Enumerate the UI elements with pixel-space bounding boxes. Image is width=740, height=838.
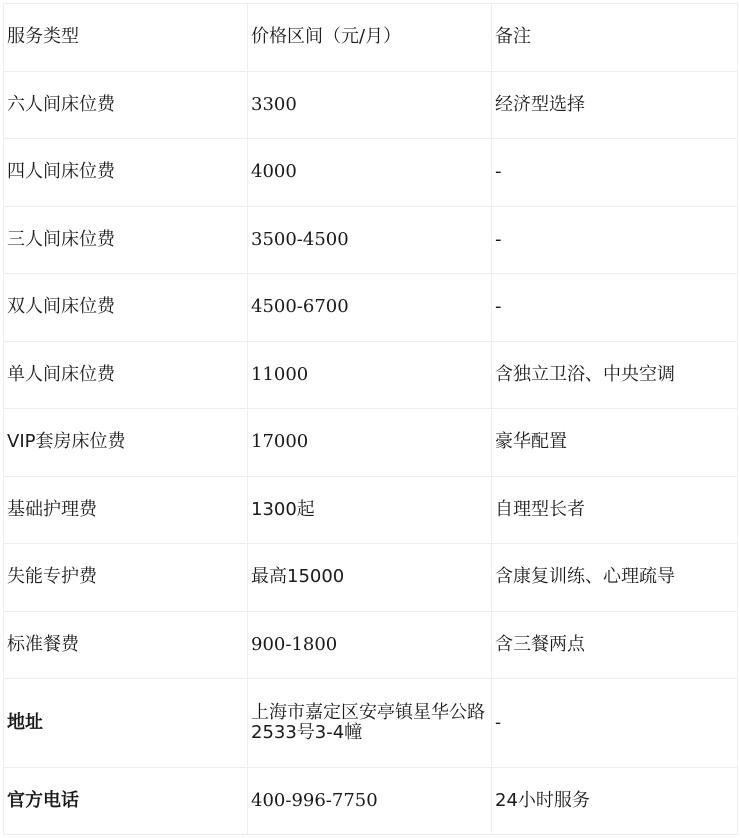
cell-address-label: 地址 (4, 679, 248, 768)
cell-service: 四人间床位费 (4, 139, 248, 207)
cell-remark: 含独立卫浴、中央空调 (492, 341, 738, 409)
table-header-row (4, 4, 738, 72)
cell-phone-value: 400-996-7750 (248, 768, 492, 835)
cell-price: 最高15000 (248, 544, 492, 612)
table-row-address (4, 679, 738, 768)
cell-price: 4000 (248, 139, 492, 207)
cell-price: 11000 (248, 341, 492, 409)
cell-service: 双人间床位费 (4, 274, 248, 342)
cell-service: 标准餐费 (4, 611, 248, 679)
cell-service: 三人间床位费 (4, 206, 248, 274)
table-row (4, 544, 738, 612)
cell-service: 六人间床位费 (4, 71, 248, 139)
table-row (4, 341, 738, 409)
table-row (4, 71, 738, 139)
cell-remark: 含三餐两点 (492, 611, 738, 679)
price-table-container (3, 3, 737, 835)
cell-price: 900-1800 (248, 611, 492, 679)
cell-service: 基础护理费 (4, 476, 248, 544)
cell-remark: 经济型选择 (492, 71, 738, 139)
table-row (4, 611, 738, 679)
header-service-type: 服务类型 (4, 4, 248, 72)
cell-price: 1300起 (248, 476, 492, 544)
header-price-range: 价格区间（元/月） (248, 4, 492, 72)
cell-price: 3500-4500 (248, 206, 492, 274)
cell-remark: - (492, 274, 738, 342)
cell-price: 3300 (248, 71, 492, 139)
cell-phone-label: 官方电话 (4, 768, 248, 835)
table-row (4, 274, 738, 342)
cell-address-value: 上海市嘉定区安亭镇星华公路2533号3-4幢 (248, 679, 492, 768)
header-remarks: 备注 (492, 4, 738, 72)
table-row-phone (4, 768, 738, 835)
cell-service: 失能专护费 (4, 544, 248, 612)
cell-remark: - (492, 206, 738, 274)
cell-remark: 含康复训练、心理疏导 (492, 544, 738, 612)
cell-price: 17000 (248, 409, 492, 477)
cell-remark: 豪华配置 (492, 409, 738, 477)
table-row (4, 206, 738, 274)
cell-remark: - (492, 679, 738, 768)
cell-remark: 24小时服务 (492, 768, 738, 835)
table-row (4, 139, 738, 207)
cell-service: 单人间床位费 (4, 341, 248, 409)
cell-remark: - (492, 139, 738, 207)
table-row (4, 409, 738, 477)
cell-service: VIP套房床位费 (4, 409, 248, 477)
cell-remark: 自理型长者 (492, 476, 738, 544)
price-table (3, 3, 738, 835)
table-row (4, 476, 738, 544)
cell-price: 4500-6700 (248, 274, 492, 342)
